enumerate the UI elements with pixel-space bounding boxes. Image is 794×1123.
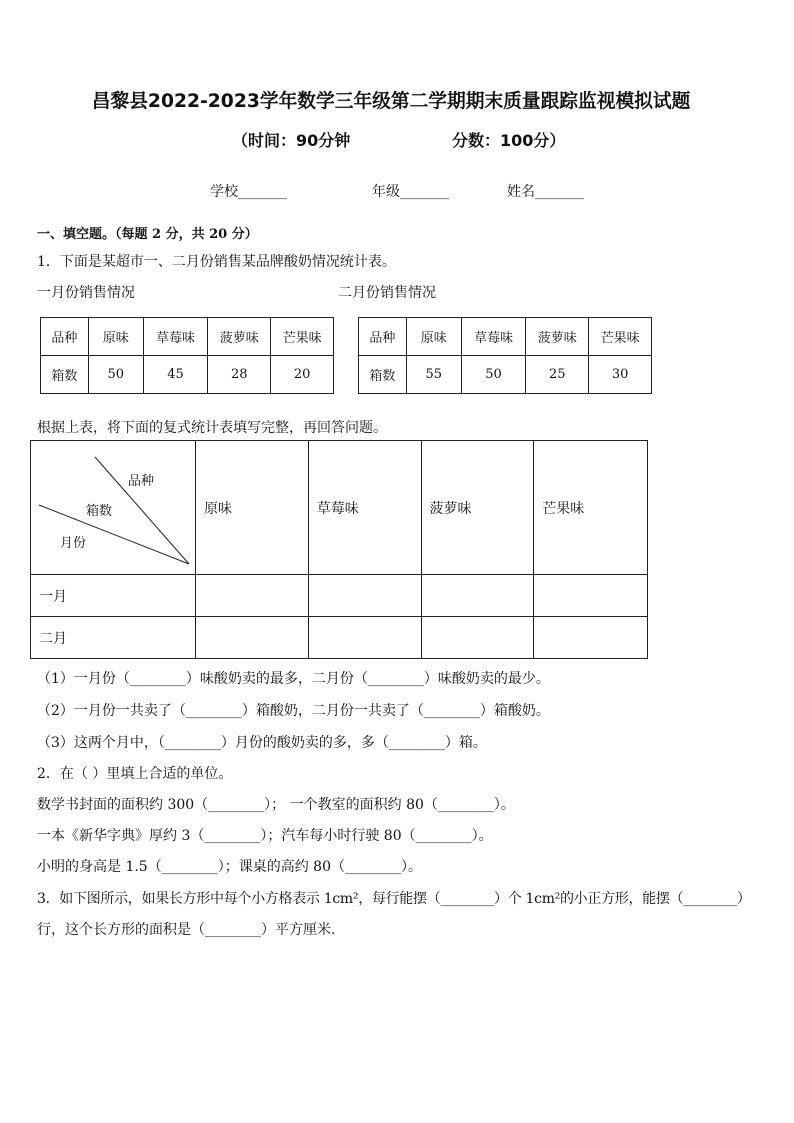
table-cell: 55 [406,356,461,394]
table-cell: 草莓味 [461,318,526,356]
question-1-part-1: （1）一月份（________）味酸奶卖的最多，二月份（________）味酸奶卖的最少。 [37,671,550,687]
table-cell: 品种 [359,318,407,356]
question-2-line-3: 小明的身高是 1.5（________）；课桌的高约 80（________）。 [37,859,422,875]
table-cell: 箱数 [41,356,89,394]
table-header-row [359,318,652,356]
column-header: 芒果味 [534,441,648,575]
table-cell: 品种 [41,318,89,356]
table-row [31,617,648,659]
column-header: 菠萝味 [421,441,534,575]
question-1-instruction: 根据上表，将下面的复式统计表填写完整，再回答问题。 [37,420,387,436]
table-row [359,356,652,394]
feb-table-caption: 二月份销售情况 [338,285,436,301]
diagonal-lines [31,441,195,574]
table-cell: 30 [589,356,652,394]
table-row [31,575,648,617]
table-cell: 50 [461,356,526,394]
table-cell: 28 [208,356,271,394]
column-header: 原味 [196,441,309,575]
table-cell: 原味 [406,318,461,356]
question-2-line-2: 一本《新华字典》厚约 3（________）；汽车每小时行驶 80（________）。 [37,828,493,844]
question-2-line-1: 数学书封面的面积约 300（________）； 一个教室的面积约 80（________）。 [37,797,515,813]
combined-sales-table [30,440,648,659]
page-title: 昌黎县2022-2023学年数学三年级第二学期期末质量跟踪监视模拟试题 [91,90,691,112]
table-cell: 芒果味 [271,318,334,356]
question-1-part-2: （2）一月份一共卖了（________）箱酸奶，二月份一共卖了（________）箱酸奶。 [37,703,550,719]
table-cell: 菠萝味 [526,318,589,356]
question-1-text: 1．下面是某超市一、二月份销售某品牌酸奶情况统计表。 [37,254,396,270]
table-cell: 20 [271,356,334,394]
school-field: 学校_______ [210,184,287,200]
answer-cell[interactable] [534,575,648,617]
table-header-row [31,441,648,575]
table-cell: 45 [143,356,208,394]
answer-cell[interactable] [421,617,534,659]
answer-cell[interactable] [421,575,534,617]
corner-label-variety: 品种 [128,474,155,489]
corner-label-boxes: 箱数 [86,504,113,519]
jan-table-caption: 一月份销售情况 [37,285,135,301]
answer-cell[interactable] [534,617,648,659]
table-cell: 芒果味 [589,318,652,356]
grade-field: 年级_______ [372,184,449,200]
row-header: 二月 [31,617,196,659]
table-cell: 菠萝味 [208,318,271,356]
answer-cell[interactable] [196,575,309,617]
column-header: 草莓味 [308,441,421,575]
question-3-line-1: 3．如下图所示，如果长方形中每个小方格表示 1cm²，每行能摆（________）个 1cm²的小正方形，能摆（________） [37,891,751,907]
jan-sales-table [40,317,334,394]
score-label: 分数：100分） [452,131,566,150]
time-label: （时间：90分钟 [232,131,351,150]
table-row [41,356,334,394]
diagonal-header-cell [31,441,196,575]
answer-cell[interactable] [308,575,421,617]
table-cell: 草莓味 [143,318,208,356]
table-cell: 25 [526,356,589,394]
question-2-text: 2．在（ ）里填上合适的单位。 [37,766,233,782]
table-cell: 原味 [88,318,143,356]
section-heading: 一、填空题。（每题 2 分，共 20 分） [37,227,258,242]
table-header-row [41,318,334,356]
answer-cell[interactable] [308,617,421,659]
question-3-line-2: 行，这个长方形的面积是（________）平方厘米. [37,922,336,938]
feb-sales-table [358,317,652,394]
row-header: 一月 [31,575,196,617]
corner-label-month: 月份 [60,536,87,551]
table-cell: 50 [88,356,143,394]
table-cell: 箱数 [359,356,407,394]
answer-cell[interactable] [196,617,309,659]
question-1-part-3: （3）这两个月中，（________）月份的酸奶卖的多，多（________）箱。 [37,735,487,751]
name-field: 姓名_______ [507,184,584,200]
